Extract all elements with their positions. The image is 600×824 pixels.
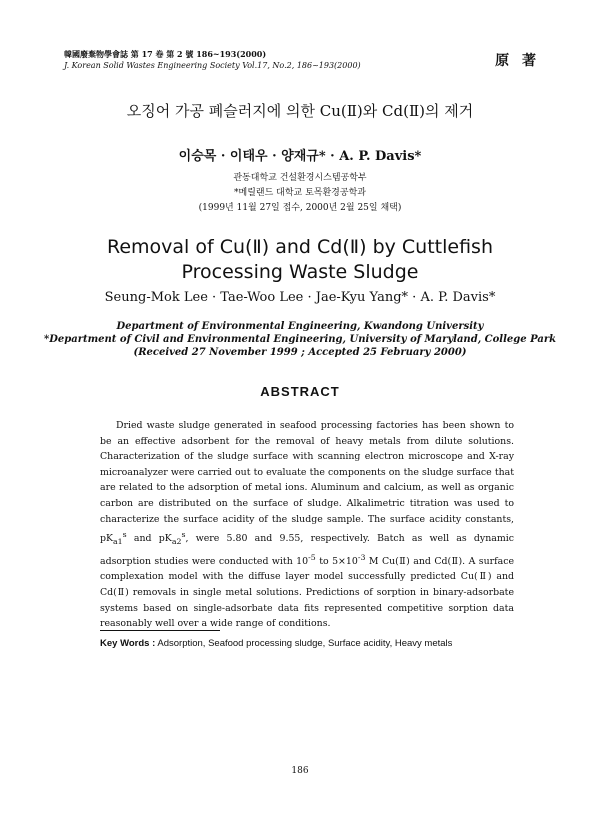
abstract-heading: ABSTRACT (260, 384, 340, 399)
korean-authors: 이승목 · 이태우 · 양재규* · A. P. Davis* (178, 149, 422, 164)
abstract-sup-s2: s (181, 530, 186, 540)
abstract-text-1: Dried waste sludge generated in seafood processing factories has been shown to be an effective adsorbent for the removal of heavy metals from dilute solutions. Characterization of the sludge surface with scanning electron microscope and X-ray microanalyzer were carried out to evaluate the components on the sludge surface that are related to the adsorption of metal ions. Aluminum and calcium, as well as organic carbon are distributed on the surface of sludge. Alkalimetric titration was used to characterize the surface acidity of the sludge sample. The surface acidity constants, pK (100, 420, 514, 545)
abstract-text-5: M Cu(Ⅱ) and Cd(Ⅱ). A surface complexation model with the diffuse layer model successfully predicted Cu(Ⅱ) and Cd(Ⅱ) removals in single metal solutions. Predictions of sorption in binary-adsorbate systems based on single-adsorbate data fits represented competitive sorption data reasonably well over a wide range of conditions. (100, 555, 514, 630)
keywords-label: Key Words : (100, 638, 156, 649)
english-title-line-1: Removal of Cu(Ⅱ) and Cd(Ⅱ) by Cuttlefish (106, 236, 493, 258)
journal-citation-korean: 韓國廢棄物學會誌 第 17 卷 第 2 號 186~193(2000) (64, 49, 267, 59)
korean-affiliation-1: 관동대학교 건설환경시스템공학부 (233, 173, 367, 183)
abstract-exp-2: -3 (357, 552, 366, 562)
korean-affiliation-2: *메릴랜드 대학교 토목환경공학과 (234, 188, 366, 198)
abstract-sub-a2: a2 (171, 537, 182, 547)
abstract-text-2: and pK (126, 533, 172, 545)
abstract-body (100, 418, 514, 632)
korean-title: 오징어 가공 폐슬러지에 의한 Cu(Ⅱ)와 Cd(Ⅱ)의 제거 (126, 102, 474, 120)
section-tag: 原 著 (495, 53, 540, 69)
english-title (0, 235, 600, 285)
keywords-divider (100, 630, 220, 631)
abstract-exp-1: -5 (308, 552, 316, 562)
english-affiliation-2: *Department of Civil and Environmental Engineering, University of Maryland, College Park (43, 334, 557, 345)
english-affiliations (0, 320, 600, 359)
korean-affiliations (0, 171, 600, 216)
abstract-sub-a1: a1 (113, 537, 123, 547)
page-number: 186 (291, 766, 309, 776)
abstract-sup-s1: s (122, 530, 127, 540)
english-received-date: (Received 27 November 1999 ; Accepted 25 February 2000) (133, 347, 467, 358)
journal-citation-english: J. Korean Solid Wastes Engineering Society Vol.17, No.2, 186~193(2000) (64, 61, 361, 70)
journal-citation (64, 48, 361, 72)
abstract-text-3: , were 5.80 and 9.55, respectively. Batch as well as dynamic adsorption studies were conducted with 10 (100, 533, 514, 567)
abstract-text-4: to 5×10 (315, 555, 358, 567)
keywords-text: Adsorption, Seafood processing sludge, Surface acidity, Heavy metals (155, 638, 453, 649)
english-authors: Seung-Mok Lee · Tae-Woo Lee · Jae-Kyu Yang* · A. P. Davis* (104, 290, 496, 305)
korean-received-date: (1999년 11월 27일 접수, 2000년 2월 25일 채택) (198, 203, 402, 213)
english-title-line-2: Processing Waste Sludge (181, 261, 419, 283)
keywords (100, 638, 520, 649)
english-affiliation-1: Department of Environmental Engineering, Kwandong University (116, 321, 484, 332)
